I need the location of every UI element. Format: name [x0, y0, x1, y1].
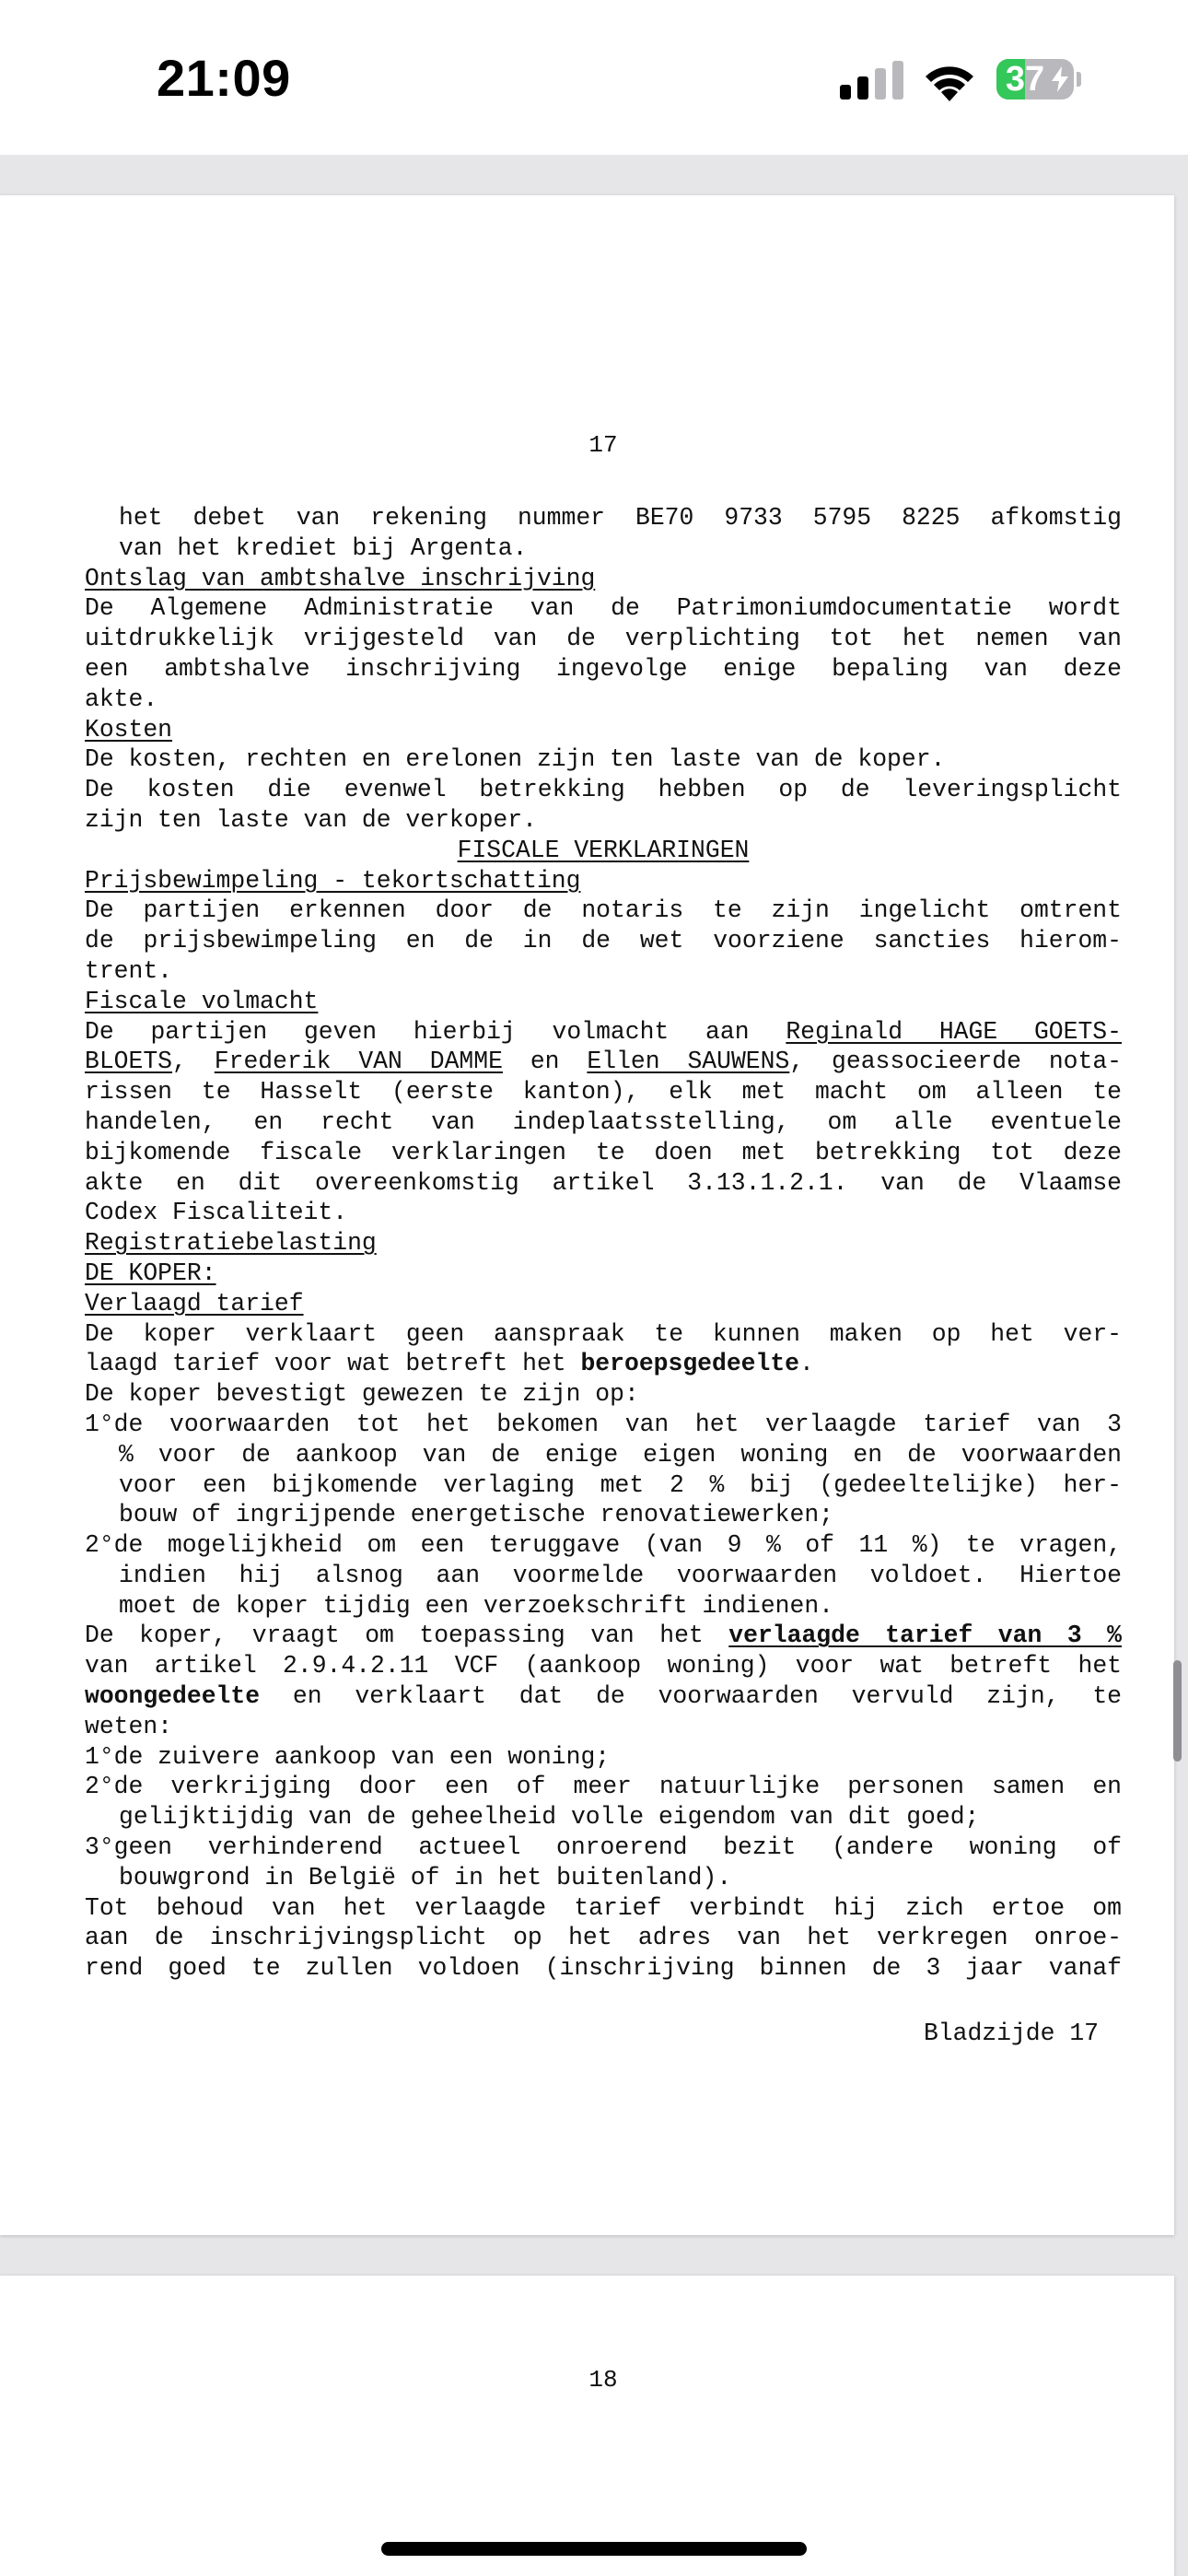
- text-segment: uitdrukkelijk vrijgesteld van de verplichting tot het nemen van: [85, 625, 1122, 653]
- section-heading: [85, 866, 1122, 896]
- text-segment: Codex Fiscaliteit.: [85, 1199, 348, 1227]
- text-line: [85, 926, 1122, 956]
- text-segment: laagd tarief voor wat betreft het: [85, 1350, 581, 1378]
- text-segment: een ambtshalve inschrijving ingevolge enige bepaling van deze: [85, 654, 1122, 683]
- text-segment: Ontslag van ambtshalve inschrijving: [85, 564, 596, 592]
- text-line: [85, 1138, 1122, 1168]
- text-segment: trent.: [85, 956, 173, 985]
- page-body-text: [85, 503, 1122, 1984]
- text-line: [85, 775, 1122, 805]
- text-line: [85, 624, 1122, 654]
- text-line: [85, 593, 1122, 624]
- text-segment: Frederik VAN DAMME: [214, 1048, 503, 1076]
- text-segment: Verlaagd tarief: [85, 1289, 304, 1317]
- text-segment: beroepsgedeelte: [580, 1350, 800, 1378]
- section-heading: [85, 1259, 1122, 1289]
- text-line: [85, 896, 1122, 926]
- text-line: [85, 1047, 1122, 1077]
- text-line: [85, 1772, 1122, 1802]
- text-segment: De koper verklaart geen aanspraak te kunnen maken op het ver-: [85, 1319, 1122, 1348]
- section-heading: [85, 987, 1122, 1017]
- status-time: 21:09: [157, 49, 291, 107]
- text-line: [85, 744, 1122, 775]
- text-segment: woongedeelte: [85, 1682, 261, 1711]
- text-segment: moet de koper tijdig een verzoekschrift indienen.: [119, 1591, 834, 1620]
- page-number: 18: [588, 2366, 618, 2394]
- cellular-signal-icon: [840, 61, 904, 100]
- text-segment: verlaagde tarief van 3 %: [728, 1622, 1122, 1650]
- text-segment: indien hij alsnog aan voormelde voorwaarden voldoet. Hiertoe: [119, 1561, 1122, 1589]
- text-segment: Prijsbewimpeling - tekortschatting: [85, 866, 581, 895]
- section-heading: [85, 564, 1122, 594]
- text-segment: De partijen erkennen door de notaris te zijn ingelicht omtrent: [85, 896, 1122, 925]
- text-line: [85, 1319, 1122, 1350]
- text-line: [85, 1923, 1122, 1953]
- text-line: [85, 1832, 1122, 1863]
- text-line: [85, 1621, 1122, 1651]
- text-line: [85, 1379, 1122, 1410]
- text-segment: Tot behoud van het verlaagde tarief verbindt hij zich ertoe om: [85, 1893, 1122, 1922]
- section-heading: [85, 715, 1122, 745]
- text-line: [85, 1591, 1122, 1622]
- text-line: [85, 1410, 1122, 1440]
- text-segment: De koper, vraagt om toepassing van het: [85, 1622, 729, 1650]
- text-segment: De Algemene Administratie van de Patrimoniumdocumentatie wordt: [85, 594, 1122, 623]
- text-segment: .: [799, 1350, 814, 1378]
- text-line: [85, 1681, 1122, 1712]
- text-segment: De koper bevestigt gewezen te zijn op:: [85, 1380, 639, 1409]
- text-segment: FISCALE VERKLARINGEN: [457, 836, 750, 864]
- wifi-icon: [921, 59, 978, 101]
- text-segment: De kosten die evenwel betrekking hebben op de leveringsplicht: [85, 776, 1122, 804]
- section-heading: [85, 1289, 1122, 1319]
- text-segment: zijn ten laste van de verkoper.: [85, 805, 537, 834]
- text-segment: de prijsbewimpeling en de in de wet voorziene sancties hierom-: [85, 927, 1122, 955]
- text-segment: 3°geen verhinderend actueel onroerend bezit (andere woning of: [85, 1833, 1122, 1862]
- document-page[interactable]: [0, 2276, 1174, 2576]
- text-line: [85, 1077, 1122, 1107]
- text-segment: het debet van rekening nummer BE70 9733 5795 8225 afkomstig: [119, 504, 1122, 532]
- document-page[interactable]: [0, 195, 1174, 2235]
- text-segment: DE KOPER:: [85, 1259, 216, 1287]
- text-segment: ,: [172, 1048, 215, 1076]
- text-segment: rend goed te zullen voldoen (inschrijving binnen de 3 jaar vanaf: [85, 1954, 1122, 1983]
- text-segment: en verklaart dat de voorwaarden vervuld zijn, te: [260, 1682, 1122, 1711]
- text-line: [85, 503, 1122, 533]
- text-line: [85, 1651, 1122, 1681]
- text-segment: aan de inschrijvingsplicht op het adres van het verkregen onroe-: [85, 1924, 1122, 1952]
- text-segment: rissen te Hasselt (eerste kanton), elk met macht om alleen te: [85, 1078, 1122, 1107]
- text-segment: , geassocieerde nota-: [789, 1048, 1122, 1076]
- text-line: [85, 1530, 1122, 1561]
- text-line: [85, 1863, 1122, 1893]
- text-segment: Reginald HAGE GOETS-: [786, 1017, 1122, 1046]
- battery-indicator: [996, 59, 1081, 100]
- text-line: [85, 685, 1122, 715]
- battery-level: 37: [1005, 60, 1045, 99]
- text-line: [85, 1470, 1122, 1501]
- text-line: [85, 805, 1122, 836]
- text-segment: akte.: [85, 685, 158, 713]
- text-line: [85, 1802, 1122, 1832]
- text-segment: % voor de aankoop van de enige eigen woning en de voorwaarden: [119, 1440, 1122, 1469]
- section-heading: [85, 1228, 1122, 1259]
- text-line: [85, 1500, 1122, 1530]
- text-line: [85, 1893, 1122, 1924]
- text-segment: weten:: [85, 1712, 173, 1740]
- battery-cap: [1077, 72, 1081, 87]
- text-segment: Kosten: [85, 715, 173, 744]
- text-segment: 1°de zuivere aankoop van een woning;: [85, 1742, 611, 1771]
- text-line: [85, 1017, 1122, 1048]
- text-segment: Fiscale volmacht: [85, 987, 319, 1015]
- text-segment: 1°de voorwaarden tot het bekomen van het verlaagde tarief van 3: [85, 1410, 1122, 1438]
- text-segment: en: [502, 1048, 588, 1076]
- text-segment: 2°de verkrijging door een of meer natuurlijke personen samen en: [85, 1773, 1122, 1801]
- text-segment: van artikel 2.9.4.2.11 VCF (aankoop woning) voor wat betreft het: [85, 1652, 1122, 1680]
- text-segment: 2°de mogelijkheid om een teruggave (van 9 % of 11 %) te vragen,: [85, 1531, 1122, 1560]
- scroll-indicator[interactable]: [1173, 1660, 1182, 1762]
- text-line: [85, 1561, 1122, 1591]
- text-line: [85, 1953, 1122, 1984]
- text-segment: BLOETS: [85, 1048, 173, 1076]
- text-segment: voor een bijkomende verlaging met 2 % bij (gedeeltelijke) her-: [119, 1470, 1122, 1499]
- text-line: [85, 1742, 1122, 1773]
- section-heading: [85, 836, 1122, 866]
- text-segment: Registratiebelasting: [85, 1229, 377, 1258]
- page-footer: Bladzijde 17: [923, 2020, 1099, 2047]
- text-line: [85, 533, 1122, 564]
- text-segment: gelijktijdig van de geheelheid volle eigendom van dit goed;: [119, 1803, 980, 1832]
- text-segment: bouwgrond in België of in het buitenland).: [119, 1863, 732, 1891]
- charging-bolt-icon: [1050, 66, 1070, 92]
- text-segment: De kosten, rechten en erelonen zijn ten laste van de koper.: [85, 745, 946, 774]
- text-segment: van het krediet bij Argenta.: [119, 533, 528, 562]
- status-bar: [0, 0, 1188, 155]
- text-line: [85, 956, 1122, 987]
- text-segment: bouw of ingrijpende energetische renovatiewerken;: [119, 1501, 834, 1529]
- text-segment: De partijen geven hierbij volmacht aan: [85, 1017, 786, 1046]
- text-segment: handelen, en recht van indeplaatsstelling, om alle eventuele: [85, 1107, 1122, 1136]
- text-line: [85, 654, 1122, 685]
- page-number: 17: [588, 431, 618, 459]
- text-line: [85, 1349, 1122, 1379]
- text-segment: akte en dit overeenkomstig artikel 3.13.1.2.1. van de Vlaamse: [85, 1168, 1122, 1197]
- text-line: [85, 1440, 1122, 1470]
- text-line: [85, 1712, 1122, 1742]
- home-indicator[interactable]: [381, 2542, 807, 2556]
- text-segment: Ellen SAUWENS: [587, 1048, 790, 1076]
- text-segment: bijkomende fiscale verklaringen te doen met betrekking tot deze: [85, 1138, 1122, 1166]
- text-line: [85, 1198, 1122, 1228]
- text-line: [85, 1168, 1122, 1199]
- text-line: [85, 1107, 1122, 1138]
